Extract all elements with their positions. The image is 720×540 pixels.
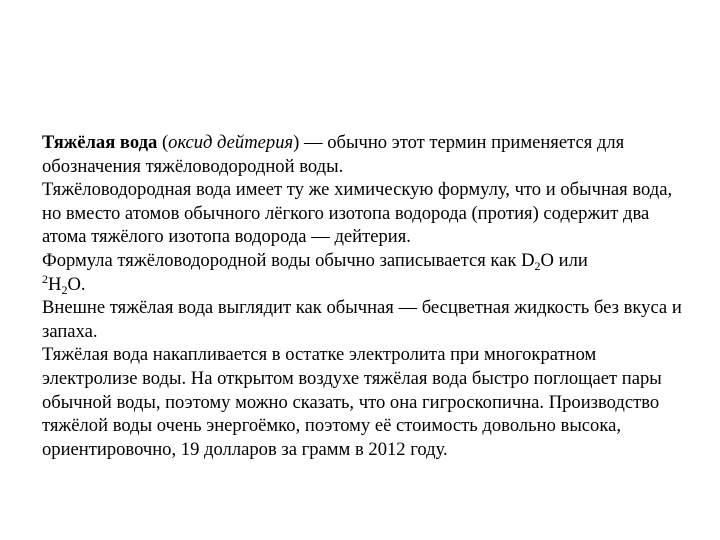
formula-lead: Формула тяжёловодородной воды обычно записывается как D [42,249,535,271]
paragraph-definition [42,131,682,178]
term-heavy-water: Тяжёлая вода [42,132,158,153]
definition-rest: ) — обычно этот термин применяется для обозначения тяжёловодородной воды. [42,132,625,177]
hydrogen-symbol: H [48,273,62,295]
paragraph-formula [42,249,682,296]
paragraph-composition [42,178,682,249]
h2o-oxygen: O. [67,273,86,295]
alt-name: оксид дейтерия [168,132,294,153]
d2o-subscript: 2 [534,258,541,273]
body-text [42,131,682,461]
paren-open: ( [157,132,169,153]
isotope-superscript: 2 [42,271,48,286]
h2o-subscript: 2 [61,282,68,297]
d2o-oxygen: O или [540,249,588,271]
appearance-text: Внешне тяжёлая вода выглядит как обычная — бесцветная жидкость без вкуса и запаха. [42,297,682,342]
paragraph-production [42,343,682,461]
composition-text: Тяжёловодородная вода имеет ту же химическую формулу, что и обычная вода, но вместо атомов обычного лёгкого изотопа водорода (протия) содержит два атома тяжёлого изотопа водорода — дейтерия. [42,179,673,248]
paragraph-appearance [42,296,682,343]
production-text: Тяжёлая вода накапливается в остатке электролита при многократном электролизе воды. На открытом воздухе тяжёлая вода быстро поглощает пары обычной воды, поэтому можно сказать, что она гигроскопична. Производство тяжёлой воды очень энергоёмко, поэтому её стоимость довольно высока, ориентировочно, 19 долларов за грамм в 2012 году. [42,344,662,460]
